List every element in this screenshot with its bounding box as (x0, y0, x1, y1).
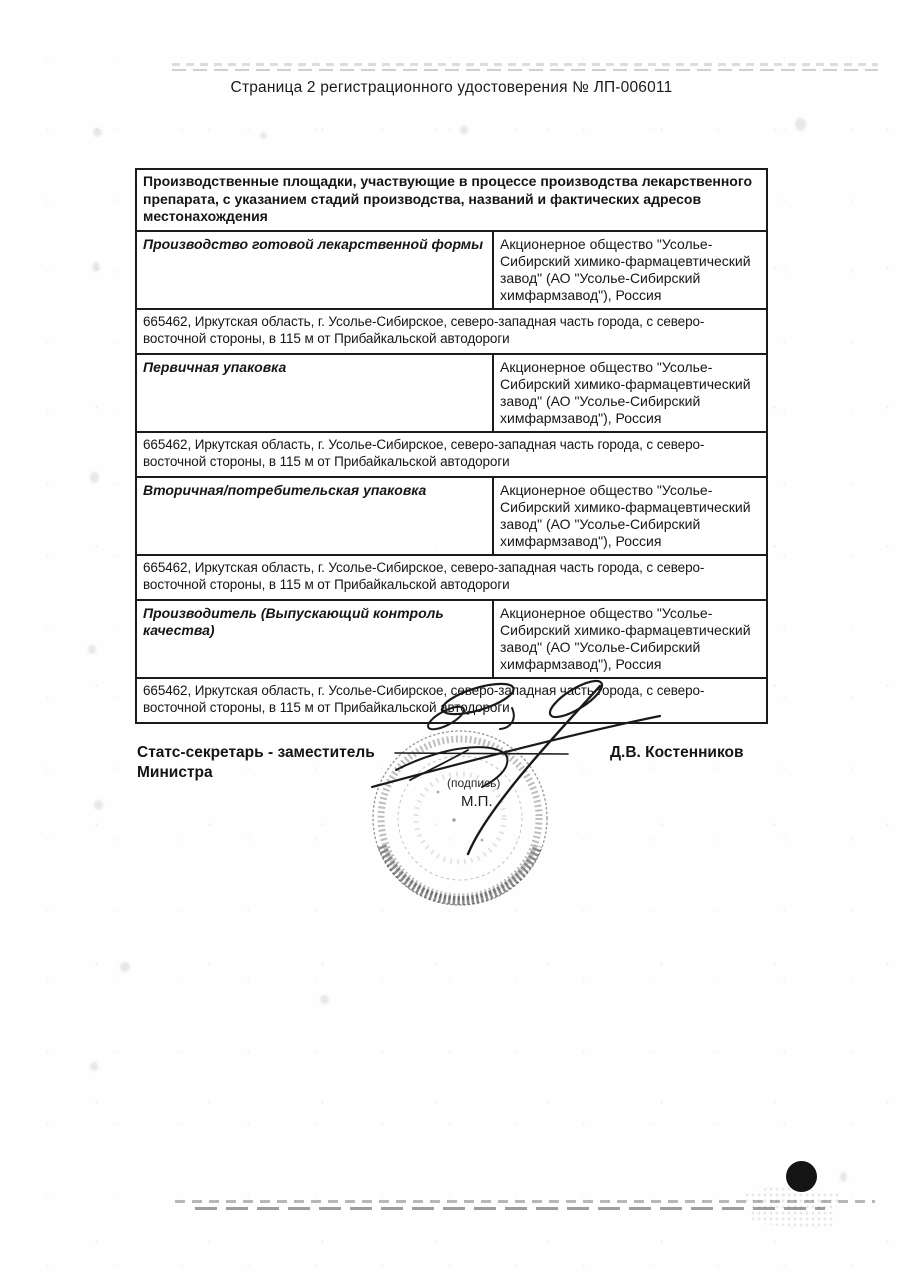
organization-cell: Акционерное общество "Усолье-Сибирский химико-фармацевтический завод" (АО "Усолье-Сибирский химфармзавод"), Россия (500, 604, 751, 672)
scan-speck (320, 995, 329, 1004)
scan-noise-band-top (172, 62, 878, 74)
stage-cell: Производство готовой лекарственной формы (137, 232, 494, 308)
page-header: Страница 2 регистрационного удостоверения № ЛП-006011 (230, 79, 673, 96)
signature-and-stamp-graphic (350, 670, 680, 930)
scan-speck (88, 645, 96, 654)
table-title: Производственные площадки, участвующие в процессе производства лекарственного препарата, с указанием стадий производства, названий и фактических адресов местонахождения (143, 173, 753, 224)
table-row (137, 599, 766, 677)
address-cell: 665462, Иркутская область, г. Усолье-Сибирское, северо-западная часть города, с северо-восточной стороны, в 115 м от Прибайкальской автодороги (137, 308, 766, 353)
round-stamp-icon (373, 731, 547, 905)
scan-speck (90, 1062, 98, 1071)
table-row (137, 476, 766, 554)
scan-speck (260, 132, 267, 139)
scan-speck (120, 962, 130, 972)
table-row (137, 230, 766, 308)
scan-speck (90, 472, 99, 483)
scan-speck (795, 118, 806, 131)
signer-position-title: Статс-секретарь - заместитель Министра (137, 744, 375, 781)
address-cell: 665462, Иркутская область, г. Усолье-Сибирское, северо-западная часть города, с северо-восточной стороны, в 115 м от Прибайкальской автодороги (137, 677, 766, 722)
stage-cell: Вторичная/потребительская упаковка (137, 478, 494, 554)
signer-name: Д.В. Костенников (610, 744, 744, 761)
scan-speck (840, 1172, 847, 1182)
signature-caption: (подпись) (447, 776, 501, 790)
scan-speck (460, 126, 468, 134)
production-sites-table (135, 168, 768, 724)
organization-cell: Акционерное общество "Усолье-Сибирский химико-фармацевтический завод" (АО "Усолье-Сибирский химфармзавод"), Россия (500, 358, 751, 426)
scan-speck (93, 128, 102, 137)
address-cell: 665462, Иркутская область, г. Усолье-Сибирское, северо-западная часть города, с северо-восточной стороны, в 115 м от Прибайкальской автодороги (137, 554, 766, 599)
handwritten-signature (372, 675, 660, 854)
organization-cell: Акционерное общество "Усолье-Сибирский химико-фармацевтический завод" (АО "Усолье-Сибирский химфармзавод"), Россия (500, 235, 751, 303)
stage-cell: Первичная упаковка (137, 355, 494, 431)
scan-speck (92, 262, 100, 272)
stage-cell: Производитель (Выпускающий контроль качества) (137, 601, 494, 677)
address-cell: 665462, Иркутская область, г. Усолье-Сибирское, северо-западная часть города, с северо-восточной стороны, в 115 м от Прибайкальской автодороги (137, 431, 766, 476)
punch-hole-dot (786, 1161, 817, 1192)
scan-noise-cluster (744, 1186, 840, 1230)
stamp-place-caption: М.П. (461, 793, 493, 810)
organization-cell: Акционерное общество "Усолье-Сибирский химико-фармацевтический завод" (АО "Усолье-Сибирский химфармзавод"), Россия (500, 481, 751, 549)
scan-speck (94, 800, 103, 810)
table-row (137, 353, 766, 431)
